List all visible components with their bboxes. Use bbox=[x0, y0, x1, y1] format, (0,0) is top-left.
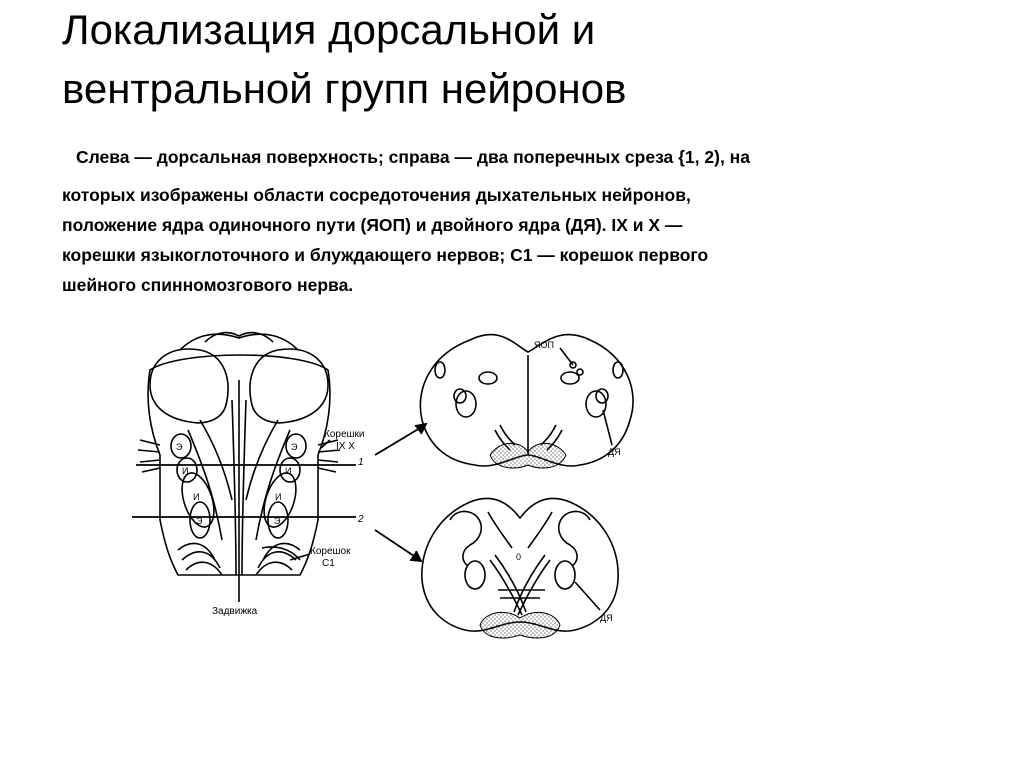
label-yop: ЯОП bbox=[534, 340, 554, 350]
label-e-right: Э bbox=[291, 442, 298, 452]
caption-text: которых изображены области сосредоточения дыхательных нейронов, положение ядра одиночного пути (ЯОП) и двойного ядра (ДЯ). IX и X — корешки языкоглоточного и блуждающего нервов; С1 — корешок первого шейного спинномозгового нерва. bbox=[62, 185, 709, 295]
cross-section-2 bbox=[422, 498, 618, 631]
label-dya-lower: ДЯ bbox=[600, 613, 613, 623]
label-i-left-lower: И bbox=[193, 492, 200, 502]
label-root-c1-line1: Корешок bbox=[310, 546, 351, 557]
slide-title: Локализация дорсальной и вентральной групп нейронов bbox=[62, 6, 627, 112]
label-section-2: 2 bbox=[358, 514, 364, 525]
label-i-right-lower: И bbox=[275, 492, 282, 502]
caption-first-line: Слева — дорсальная поверхность; справа — два поперечных среза {1, 2), на bbox=[76, 147, 750, 167]
label-dya-upper: ДЯ bbox=[608, 447, 621, 457]
label-root-c1-line2: С1 bbox=[322, 558, 335, 569]
label-section-1: 1 bbox=[358, 457, 364, 468]
arrows bbox=[375, 424, 426, 561]
label-roots: Корешки bbox=[324, 429, 365, 440]
label-e-right-lower: Э bbox=[274, 516, 281, 526]
label-i-left: И bbox=[182, 466, 189, 476]
label-i-right: И bbox=[285, 466, 292, 476]
cross-section-1 bbox=[420, 335, 633, 466]
pyramid-dots-2 bbox=[480, 612, 560, 638]
label-roots-numbers: IX X bbox=[336, 441, 355, 452]
label-obex: Задвижка bbox=[212, 606, 258, 617]
label-e-left: Э bbox=[176, 442, 183, 452]
label-e-left-lower: Э bbox=[196, 516, 203, 526]
label-canal-zero: 0 bbox=[516, 552, 522, 562]
